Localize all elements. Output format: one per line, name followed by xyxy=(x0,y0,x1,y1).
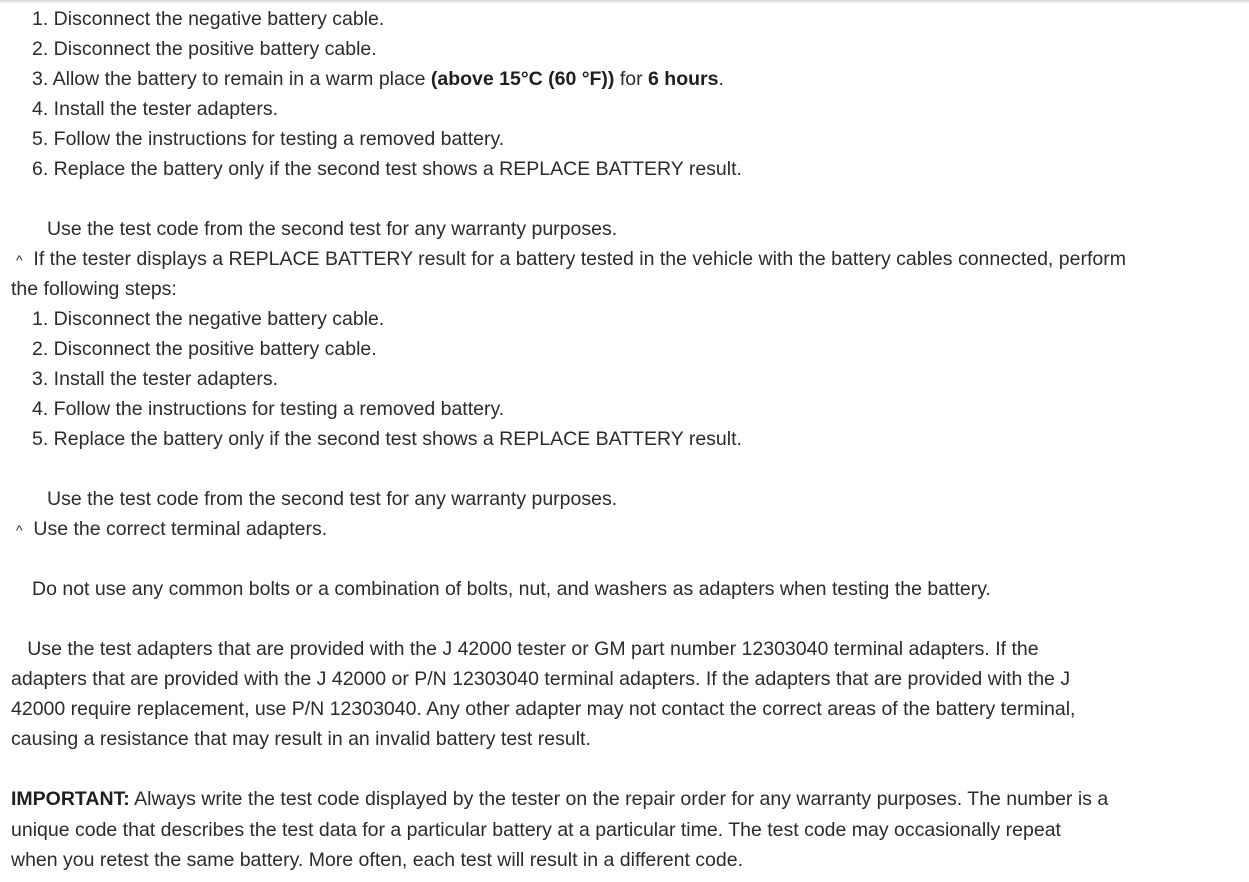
adapters-paragraph-line-1: Use the test adapters that are provided with the J 42000 tester or GM part number 12303040 terminal adapters. If the xyxy=(11,638,1039,660)
note-no-common-bolts: Do not use any common bolts or a combination of bolts, nut, and washers as adapters when testing the battery. xyxy=(32,578,991,600)
list1-item-3-mid: for xyxy=(614,68,649,90)
list1-item-2: 2. Disconnect the positive battery cable. xyxy=(32,38,377,60)
important-line-3: when you retest the same battery. More often, each test will result in a different code. xyxy=(11,849,743,871)
bullet-terminal-adapters-text: Use the correct terminal adapters. xyxy=(33,518,328,540)
caret-bullet: ^ xyxy=(16,252,23,268)
list1-item-5: 5. Follow the instructions for testing a removed battery. xyxy=(32,128,505,150)
list1-item-3 xyxy=(32,64,724,94)
list1-item-3-temperature: (above 15°C (60 °F)) xyxy=(430,68,615,90)
list2-item-3: 3. Install the tester adapters. xyxy=(32,368,279,390)
list2-item-5: 5. Replace the battery only if the second test shows a REPLACE BATTERY result. xyxy=(32,428,742,450)
caret-bullet: ^ xyxy=(16,522,23,538)
important-label: IMPORTANT: xyxy=(11,788,130,810)
note-warranty-1: Use the test code from the second test for any warranty purposes. xyxy=(47,218,618,240)
adapters-paragraph-line-4: causing a resistance that may result in an invalid battery test result. xyxy=(11,728,591,750)
bullet-terminal-adapters xyxy=(16,514,327,544)
note-warranty-2: Use the test code from the second test for any warranty purposes. xyxy=(47,488,618,510)
list1-item-1: 1. Disconnect the negative battery cable. xyxy=(32,8,385,30)
bullet-replace-battery-continuation: the following steps: xyxy=(11,278,177,300)
list2-item-2: 2. Disconnect the positive battery cable. xyxy=(32,338,377,360)
list1-item-3-suffix: . xyxy=(718,68,724,90)
list1-item-6: 6. Replace the battery only if the second test shows a REPLACE BATTERY result. xyxy=(32,158,742,180)
list1-item-3-prefix: 3. Allow the battery to remain in a warm place xyxy=(32,68,431,90)
adapters-paragraph-line-3: 42000 require replacement, use P/N 12303040. Any other adapter may not contact the correct areas of the battery terminal, xyxy=(11,698,1076,720)
bullet-replace-battery-text: If the tester displays a REPLACE BATTERY result for a battery tested in the vehicle with the battery cables connected, perform xyxy=(33,248,1126,270)
list2-item-4: 4. Follow the instructions for testing a removed battery. xyxy=(32,398,505,420)
important-text-1: Always write the test code displayed by the tester on the repair order for any warranty purposes. The number is a xyxy=(129,788,1109,810)
list1-item-4: 4. Install the tester adapters. xyxy=(32,98,279,120)
list2-item-1: 1. Disconnect the negative battery cable. xyxy=(32,308,385,330)
bullet-replace-battery xyxy=(16,244,1126,274)
important-line-1 xyxy=(11,784,1108,814)
adapters-paragraph-line-2: adapters that are provided with the J 42000 or P/N 12303040 terminal adapters. If the adapters that are provided with the J xyxy=(11,668,1071,690)
list1-item-3-duration: 6 hours xyxy=(648,68,719,90)
important-line-2: unique code that describes the test data for a particular battery at a particular time. The test code may occasionally repeat xyxy=(11,819,1061,841)
